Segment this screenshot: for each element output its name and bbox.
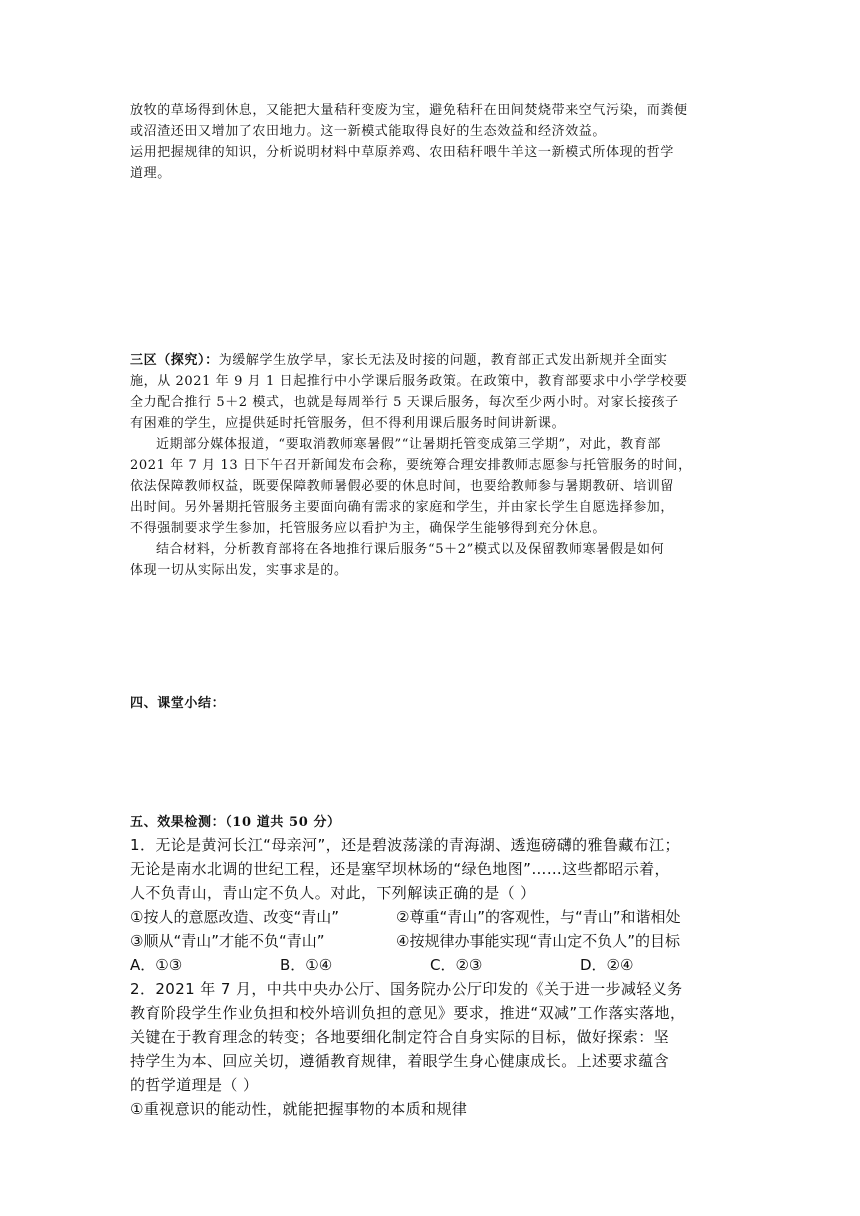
q1-option-a: A．①③ xyxy=(130,956,183,974)
para1-line: 道理。 xyxy=(130,166,171,181)
q2-stem-line: 教育阶段学生作业负担和校外培训负担的意见》要求，推进“双减”工作落实落地， xyxy=(130,1004,686,1022)
q1-item: ③顺从“青山”才能不负“青山” xyxy=(130,932,325,950)
q1-item-row xyxy=(130,929,750,953)
section3-title: 三区（探究）： xyxy=(130,353,219,368)
q1-stem-line: 人不负青山，青山定不负人。对此，下列解读正确的是（ ） xyxy=(130,884,536,902)
q1-item: ④按规律办事能实现“青山定不负人”的目标 xyxy=(396,932,680,950)
para1-line: 放牧的草场得到休息，又能把大量秸秆变废为宝，避免秸秆在田间焚烧带来空气污染，而粪便 xyxy=(130,103,688,118)
q2-stem-line: 关键在于教育理念的转变；各地要细化制定符合自身实际的目标，做好探索：坚 xyxy=(130,1028,670,1046)
q1-option-d: D．②④ xyxy=(580,956,634,974)
section3-line: 2021 年 7 月 13 日下午召开新闻发布会称，要统筹合理安排教师志愿参与托管服务的时间， xyxy=(130,458,692,473)
section5-title: 五、效果检测：（10 道共 50 分） xyxy=(130,815,341,830)
q1-option-c: C．②③ xyxy=(430,956,483,974)
q1-options xyxy=(130,953,750,977)
para1-line: 或沼渣还田又增加了农田地力。这一新模式能取得良好的生态效益和经济效益。 xyxy=(130,124,607,139)
q1-item: ②尊重“青山”的客观性，与“青山”和谐相处 xyxy=(396,908,681,926)
q2-stem-line: 的哲学道理是（ ） xyxy=(130,1076,259,1094)
section3-line: 不得强制要求学生参加，托管服务应以看护为主，确保学生能够得到充分休息。 xyxy=(130,521,607,536)
section3-line: 出时间。另外暑期托管服务主要面向确有需求的家庭和学生，并由家长学生自愿选择参加， xyxy=(130,500,675,515)
q2-stem-line: 2．2021 年 7 月，中共中央办公厅、国务院办公厅印发的《关于进一步减轻义务 xyxy=(130,980,683,998)
section4-title: 四、课堂小结： xyxy=(130,696,226,711)
q1-item: ①按人的意愿改造、改变“青山” xyxy=(130,908,339,926)
q2-stem-line: ①重视意识的能动性，就能把握事物的本质和规律 xyxy=(130,1100,468,1118)
section3-line: 近期部分媒体报道，“要取消教师寒暑假”“让暑期托管变成第三学期”，对此，教育部 xyxy=(156,437,661,452)
q1-stem-line: 无论是南水北调的世纪工程，还是塞罕坝林场的“绿色地图”……这些都昭示着， xyxy=(130,860,670,878)
para1-line: 运用把握规律的知识，分析说明材料中草原养鸡、农田秸秆喂牛羊这一新模式所体现的哲学 xyxy=(130,145,675,160)
q2-stem-line: 持学生为本、回应关切，遵循教育规律，着眼学生身心健康成长。上述要求蕴含 xyxy=(130,1052,670,1070)
section3-line: 有困难的学生，应提供延时托管服务，但不得利用课后服务时间讲新课。 xyxy=(130,416,566,431)
section3-line: 体现一切从实际出发，实事求是的。 xyxy=(130,563,348,578)
q1-stem-line: 1．无论是黄河长江“母亲河”，还是碧波荡漾的青海湖、透迤磅礴的雅鲁藏布江； xyxy=(130,836,680,854)
section3-first-line xyxy=(130,351,668,371)
section3-line: 依法保障教师权益，既要保障教师暑假必要的休息时间，也要给教师参与暑期教研、培训留 xyxy=(130,479,675,494)
section3-line: 结合材料，分析教育部将在各地推行课后服务“5＋2”模式以及保留教师寒暑假是如何 xyxy=(156,542,665,557)
q1-item-row xyxy=(130,905,750,929)
q1-option-b: B．①④ xyxy=(280,956,333,974)
section3-line: 施，从 2021 年 9 月 1 日起推行中小学课后服务政策。在政策中，教育部要求中小学学校要 xyxy=(130,374,688,389)
section3-line: 为缓解学生放学早，家长无法及时接的问题，教育部正式发出新规并全面实 xyxy=(218,353,668,368)
section3-line: 全力配合推行 5＋2 模式，也就是每周举行 5 天课后服务，每次至少两小时。对家长接孩子 xyxy=(130,395,679,410)
